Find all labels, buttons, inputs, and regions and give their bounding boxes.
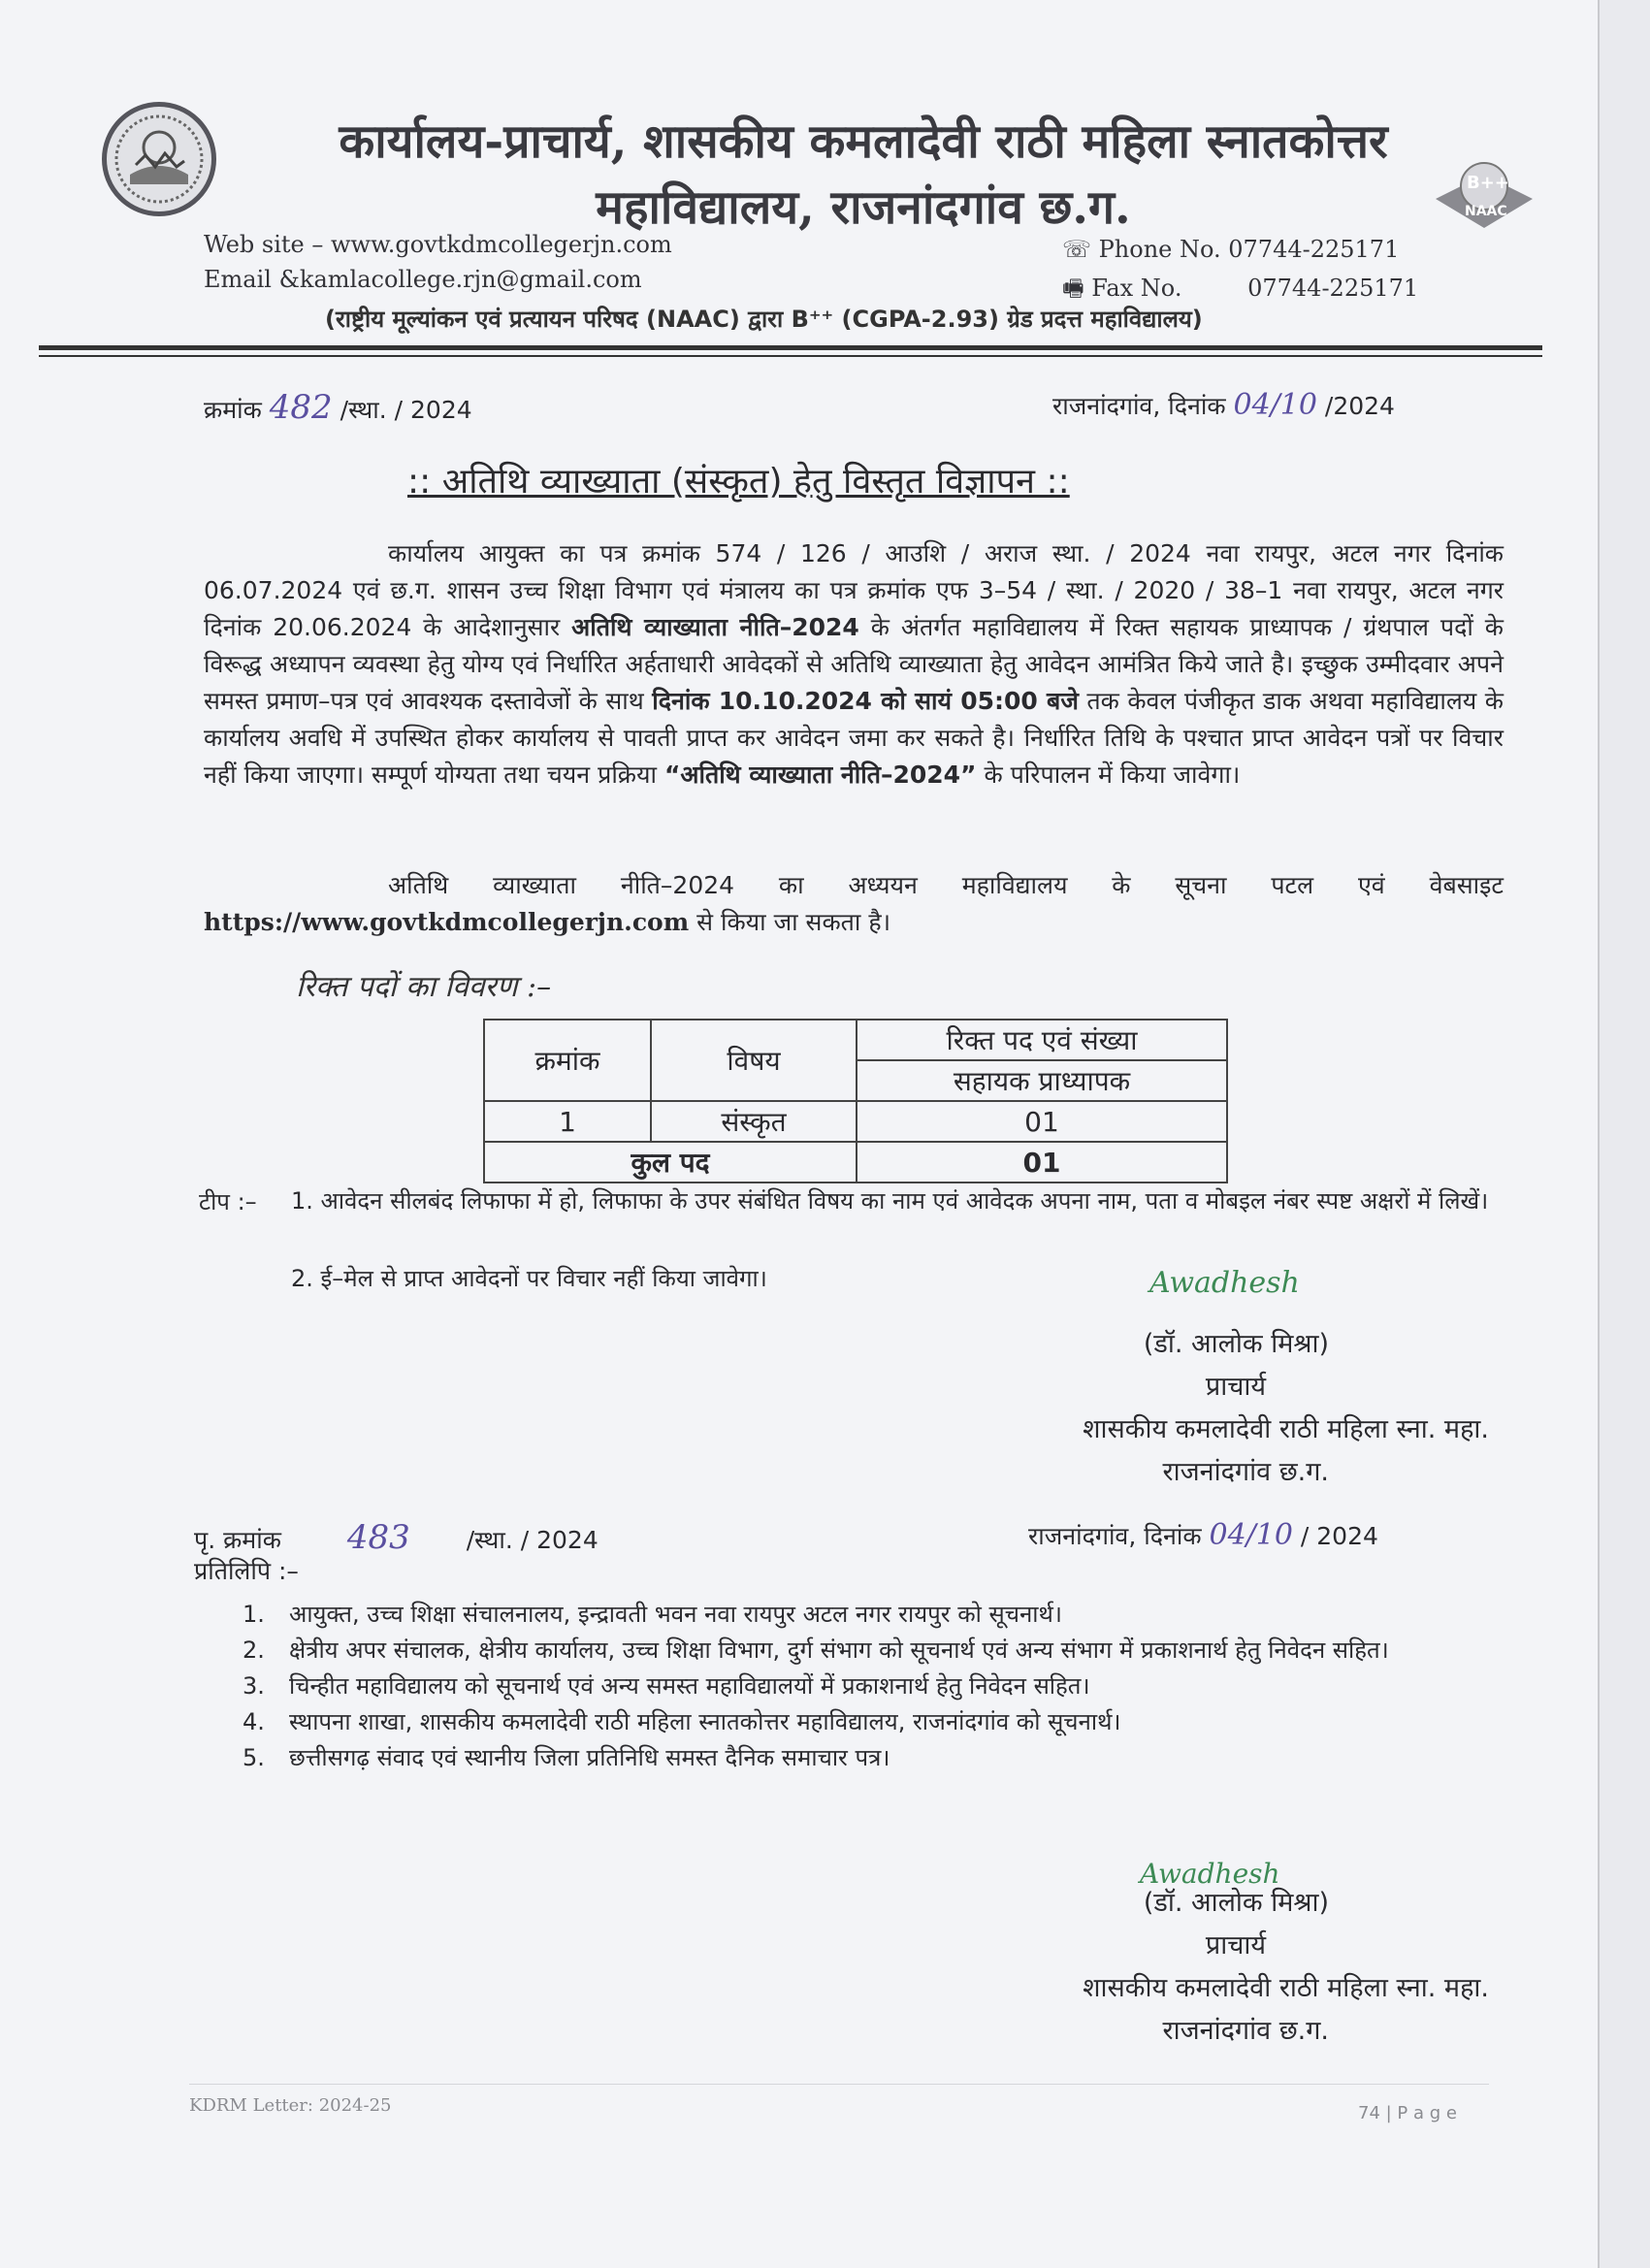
copy-list: [243, 1599, 1494, 1778]
header-posts: रिक्त पद एवं संख्या: [857, 1020, 1227, 1060]
header-divider-thin: [39, 355, 1542, 357]
header-divider: [39, 345, 1542, 350]
deadline: दिनांक 10.10.2024 को सायं 05:00 बजे: [652, 687, 1079, 715]
body-text-6: से किया जा सकता है।: [696, 908, 891, 936]
title-line-2: महाविद्यालय, राजनांदगांव छ.ग.: [596, 180, 1131, 235]
fax-label: Fax No.: [1091, 275, 1182, 302]
list-item-number: 3.: [243, 1672, 265, 1700]
signature-1-handwritten: Awadhesh: [1149, 1266, 1300, 1300]
title-line-1: कार्यालय-प्राचार्य, शासकीय कमलादेवी राठी महिला स्नातकोत्तर: [339, 114, 1388, 169]
list-item-text: छत्तीसगढ़ संवाद एवं स्थानीय जिला प्रतिनिधि समस्त दैनिक समाचार पत्र।: [289, 1744, 890, 1771]
ref-handwritten: 482: [269, 388, 333, 427]
date2-suffix: / 2024: [1300, 1522, 1378, 1550]
list-item-text: चिन्हीत महाविद्यालय को सूचनार्थ एवं अन्य समस्त महाविद्यालयों में प्रकाशनार्थ हेतु निवेदन सहित।: [289, 1672, 1090, 1700]
website-link[interactable]: https://www.govtkdmcollegerjn.com: [204, 908, 690, 936]
row-count: 01: [857, 1101, 1227, 1142]
header-assistant-professor: सहायक प्राध्यापक: [857, 1060, 1227, 1101]
ref-suffix: /स्था. / 2024: [340, 396, 472, 424]
body-text-3: तक केवल पंजीकृत डाक अथवा महाविद्यालय के कार्यालय अवधि में उपस्थित होकर कार्यालय से पावती प्राप्त कर आवेदन जमा कर सकते है। निर्धारित तिथि के पश्चात प्राप्त आवेदन पत्रों पर विचार नहीं किया जाएगा। सम्पूर्ण योग्यता तथा चयन प्रक्रिया: [204, 687, 1504, 789]
list-item-number: 4.: [243, 1708, 265, 1735]
body-text-2: के अंतर्गत महाविद्यालय में रिक्त सहायक प्राध्यापक / ग्रंथपाल पदों के विरूद्ध अध्यापन व्यवस्था हेतु योग्य एवं निर्धारित अर्हताधारी आवेदकों से अतिथि व्याख्याता हेतु आवेदन आमंत्रित किये जाते है। इच्छुक उम्मीदवार अपने समस्त प्रमाण–पत्र एवं आवश्यक दस्तावेजों के साथ: [204, 613, 1504, 715]
list-item: [243, 1635, 1494, 1667]
policy-name: अतिथि व्याख्याता नीति–2024: [571, 613, 859, 641]
fax-value: 07744-225171: [1247, 275, 1419, 302]
list-item-text: आयुक्त, उच्च शिक्षा संचालनालय, इन्द्रावती भवन नवा रायपुर अटल नगर रायपुर को सूचनार्थ।: [289, 1601, 1062, 1628]
ref2-handwritten: 483: [346, 1518, 410, 1557]
date2-prefix: राजनांदगांव, दिनांक: [1028, 1522, 1202, 1550]
phone: ☏ Phone No. 07744-225171: [1062, 236, 1400, 263]
signature-2-handwritten: Awadhesh: [1140, 1858, 1280, 1890]
signatory-designation: प्राचार्य: [1205, 1372, 1266, 1402]
college-logo: [102, 102, 216, 216]
vacancy-heading: रिक्त पदों का विवरण :–: [296, 970, 552, 1004]
letter-date-2: [1028, 1518, 1378, 1552]
signature-block-1: [873, 1323, 1489, 1494]
list-item-number: 2.: [243, 1636, 265, 1664]
ref-number: [204, 388, 472, 427]
signatory-city: राजनांदगांव छ.ग.: [1162, 1457, 1329, 1487]
letter-date: [1052, 388, 1395, 422]
table-total-row: [484, 1142, 1227, 1183]
signatory-name: (डॉ. आलोक मिश्रा): [1143, 1329, 1329, 1359]
date2-handwritten: 04/10: [1209, 1518, 1293, 1552]
body-text-5: अतिथि व्याख्याता नीति–2024 का अध्ययन महाविद्यालय के सूचना पटल एवं वेबसाइट: [388, 871, 1504, 899]
body-text-1: कार्यालय आयुक्त का पत्र क्रमांक 574 / 126 / आउशि / अराज स्था. / 2024 नवा रायपुर, अटल नगर दिनांक 06.07.2024 एवं छ.ग. शासन उच्च शिक्षा विभाग एवं मंत्रालय का पत्र क्रमांक एफ 3–54 / स्था. / 2020 / 38–1 नवा रायपुर, अटल नगर दिनांक 20.06.2024 के आदेशानुसार: [204, 539, 1504, 641]
naac-grade: B++: [1467, 173, 1509, 193]
signatory-designation: प्राचार्य: [1205, 1930, 1266, 1960]
date-suffix: /2024: [1324, 392, 1395, 420]
list-item: [243, 1599, 1494, 1631]
subject-heading: :: अतिथि व्याख्याता (संस्कृत) हेतु विस्तृत विज्ञापन ::: [407, 462, 1070, 502]
list-item: [243, 1706, 1494, 1738]
naac-label: NAAC: [1465, 204, 1507, 219]
list-item-text: स्थापना शाखा, शासकीय कमलादेवी राठी महिला स्नातकोत्तर महाविद्यालय, राजनांदगांव को सूचनार्थ।: [289, 1708, 1121, 1735]
date-handwritten: 04/10: [1233, 388, 1317, 422]
college-title: [291, 109, 1436, 241]
list-item-text: क्षेत्रीय अपर संचालक, क्षेत्रीय कार्यालय, उच्च शिक्षा विभाग, दुर्ग संभाग को सूचनार्थ एवं अन्य संभाग में प्रकाशनार्थ हेतु निवेदन सहित।: [289, 1636, 1389, 1664]
header-serial: क्रमांक: [484, 1020, 651, 1101]
body-paragraph-2: [204, 867, 1504, 941]
vacancy-table: [483, 1019, 1228, 1183]
fax-icon: 🖷: [1062, 275, 1084, 302]
notes-label: टीप :–: [199, 1188, 257, 1215]
list-item-number: 5.: [243, 1744, 265, 1771]
signatory-institution: शासकीय कमलादेवी राठी महिला स्ना. महा.: [1083, 1973, 1489, 2003]
header-subject: विषय: [651, 1020, 857, 1101]
note-2: 2. ई–मेल से प्राप्त आवेदनों पर विचार नहीं किया जावेगा।: [291, 1265, 767, 1292]
list-item-number: 1.: [243, 1601, 265, 1628]
ref-prefix: क्रमांक: [204, 396, 262, 424]
ref-number-2: [194, 1518, 737, 1557]
list-item: [243, 1670, 1494, 1702]
footer-divider: [189, 2084, 1489, 2085]
row-subject: संस्कृत: [651, 1101, 857, 1142]
copy-label: प्रतिलिपि :–: [194, 1557, 299, 1585]
page-edge: [1598, 0, 1650, 2268]
email: Email &kamlacollege.rjn@gmail.com: [204, 266, 642, 293]
ref2-suffix: /स्था. / 2024: [466, 1526, 599, 1554]
accreditation: (राष्ट्रीय मूल्यांकन एवं प्रत्यायन परिषद (NAAC) द्वारा B⁺⁺ (CGPA-2.93) ग्रेड प्रदत्त महाविद्यालय): [325, 306, 1203, 333]
row-serial: 1: [484, 1101, 651, 1142]
policy-name-quoted: “अतिथि व्याख्याता नीति–2024”: [663, 761, 977, 789]
footer-page-number: 74 | P a g e: [1358, 2103, 1457, 2123]
naac-badge: [1426, 146, 1542, 233]
body-paragraph-1: [204, 535, 1504, 794]
signatory-city: राजनांदगांव छ.ग.: [1162, 2016, 1329, 2046]
body-text-4: के परिपालन में किया जावेगा।: [984, 761, 1241, 789]
website: Web site – www.govtkdmcollegerjn.com: [204, 231, 672, 258]
total-label: कुल पद: [484, 1142, 857, 1183]
signatory-name: (डॉ. आलोक मिश्रा): [1143, 1888, 1329, 1918]
list-item: [243, 1742, 1494, 1774]
table-row: [484, 1101, 1227, 1142]
signature-block-2: [873, 1882, 1489, 2053]
ref2-prefix: पृ. क्रमांक: [194, 1526, 281, 1554]
footer-left: KDRM Letter: 2024-25: [189, 2095, 392, 2116]
table-header-row: [484, 1020, 1227, 1060]
note-1: 1. आवेदन सीलबंद लिफाफा में हो, लिफाफा के उपर संबंधित विषय का नाम एवं आवेदक अपना नाम, पता व मोबइल नंबर स्पष्ट अक्षरों में लिखें।: [291, 1187, 1489, 1215]
total-value: 01: [857, 1142, 1227, 1183]
date-prefix: राजनांदगांव, दिनांक: [1052, 392, 1226, 420]
signatory-institution: शासकीय कमलादेवी राठी महिला स्ना. महा.: [1083, 1414, 1489, 1444]
